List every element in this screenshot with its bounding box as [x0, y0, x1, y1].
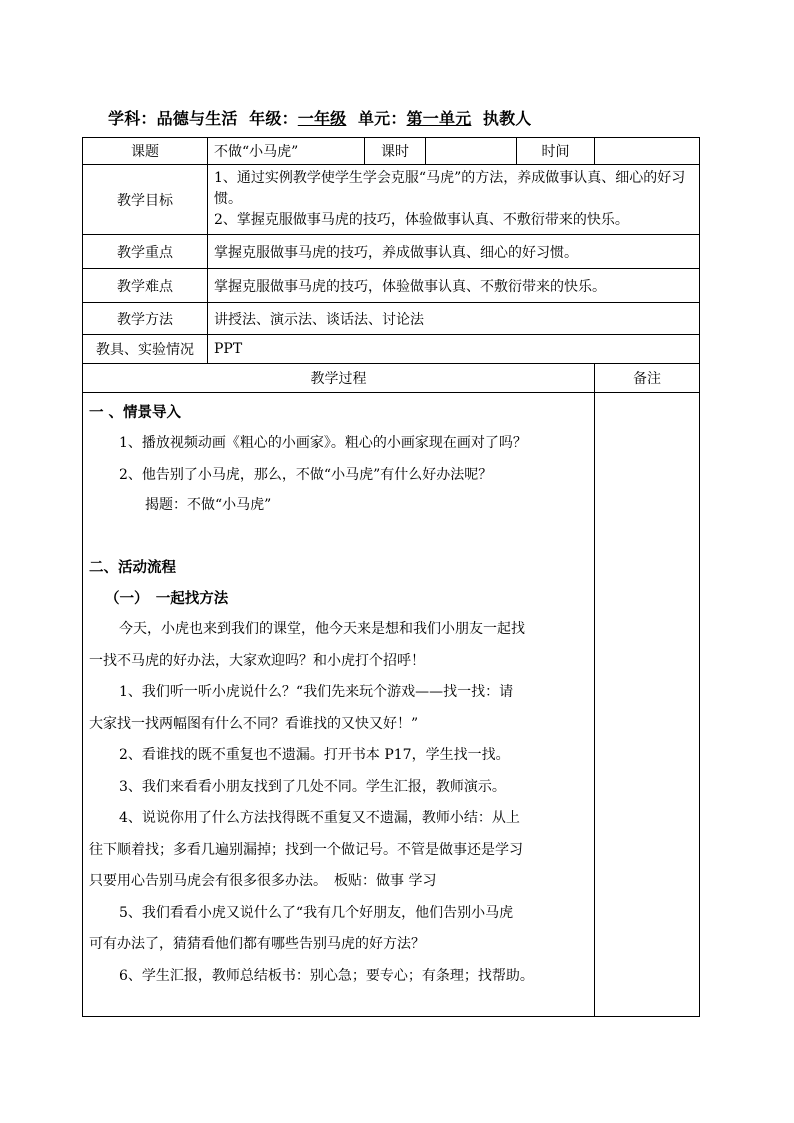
difficulty-row: [83, 269, 700, 303]
section-1-p2: 2、他告别了小马虎，那么，不做“小马虎”有什么好办法呢？: [119, 467, 493, 483]
notes-label: 备注: [595, 364, 700, 393]
topic-value: 不做“小马虎”: [208, 138, 365, 165]
intro-line-1: 今天，小虎也来到我们的课堂，他今天来是想和我们小朋友一起找: [119, 621, 525, 637]
difficulty-label: 教学难点: [83, 269, 208, 303]
notes-content: [595, 393, 700, 1017]
step-4-line-3: 只要用心告别马虎会有很多很多办法。 板贴：做事 学习: [89, 873, 437, 889]
process-body-row: [83, 393, 700, 1017]
section-1-title: 一 、情景导入: [89, 404, 182, 421]
key-label: 教学重点: [83, 235, 208, 269]
method-label: 教学方法: [83, 303, 208, 335]
process-label: 教学过程: [83, 364, 595, 393]
difficulty-value: 掌握克服做事马虎的技巧，体验做事认真、不敷衍带来的快乐。: [208, 269, 700, 303]
goal-label: 教学目标: [83, 165, 208, 235]
hours-value: [426, 138, 517, 165]
section-2-sub1: （一） 一起找方法: [105, 590, 229, 607]
process-header-row: [83, 364, 700, 393]
intro-line-2: 一找不马虎的好办法，大家欢迎吗？和小虎打个招呼！: [89, 652, 425, 669]
hours-label: 课时: [365, 138, 426, 165]
time-value: [595, 138, 700, 165]
step-2: 2、看谁找的既不重复也不遗漏。打开书本 P17，学生找一找。: [119, 747, 510, 763]
step-4-line-2: 往下顺着找；多看几遍别漏掉；找到一个做记号。不管是做事还是学习: [89, 841, 523, 858]
tools-row: [83, 335, 700, 364]
grade-label: 年级：: [249, 109, 298, 128]
process-content: [83, 393, 595, 1017]
key-value: 掌握克服做事马虎的技巧，养成做事认真、细心的好习惯。: [208, 235, 700, 269]
unit-label: 单元：: [357, 109, 407, 128]
unit-value: 第一单元: [406, 109, 472, 128]
goal-row: [83, 165, 700, 235]
subject-label: 学科：: [108, 109, 157, 128]
topic-row: [83, 138, 700, 165]
tools-value: PPT: [208, 335, 700, 364]
document-header: [108, 106, 532, 129]
step-3: 3、我们来看看小朋友找到了几处不同。学生汇报，教师演示。: [119, 778, 506, 795]
goal-item-2: 2、掌握克服做事马虎的技巧，体验做事认真、不敷衍带来的快乐。: [214, 212, 629, 228]
method-row: [83, 303, 700, 335]
goal-item-1: 1、通过实例教学使学生学会克服“马虎”的方法，养成做事认真、细心的好习惯。: [214, 170, 686, 207]
lesson-plan-table: [82, 137, 700, 1017]
method-value: 讲授法、演示法、谈话法、讨论法: [208, 303, 700, 335]
step-1-line-1: 1、我们听一听小虎说什么？“我们先来玩个游戏——找一找：请: [119, 684, 514, 700]
section-2-title: 二、活动流程: [89, 559, 176, 576]
step-1-line-2: 大家找一找两幅图有什么不同？看谁找的又快又好！”: [89, 715, 419, 732]
topic-label: 课题: [83, 138, 208, 165]
teacher-label: 执教人: [482, 109, 532, 128]
step-5-line-1: 5、我们看看小虎又说什么了“我有几个好朋友，他们告别小马虎: [119, 904, 514, 921]
subject-value: 品德与生活: [156, 109, 238, 128]
time-label: 时间: [517, 138, 595, 165]
section-1-p3: 揭题：不做“小马虎”: [145, 497, 272, 513]
goal-value: [208, 165, 700, 235]
step-4-line-1: 4、说说你用了什么方法找得既不重复又不遗漏，教师小结：从上: [119, 810, 520, 826]
section-1-p1: 1、播放视频动画《粗心的小画家》。粗心的小画家现在画对了吗？: [119, 435, 527, 451]
tools-label: 教具、实验情况: [83, 335, 208, 364]
grade-value: 一年级: [297, 109, 347, 128]
key-row: [83, 235, 700, 269]
step-6: 6、学生汇报，教师总结板书：别心急；要专心；有条理；找帮助。: [119, 967, 534, 984]
step-5-line-2: 可有办法了，猜猜看他们都有哪些告别马虎的好方法？: [89, 936, 425, 952]
